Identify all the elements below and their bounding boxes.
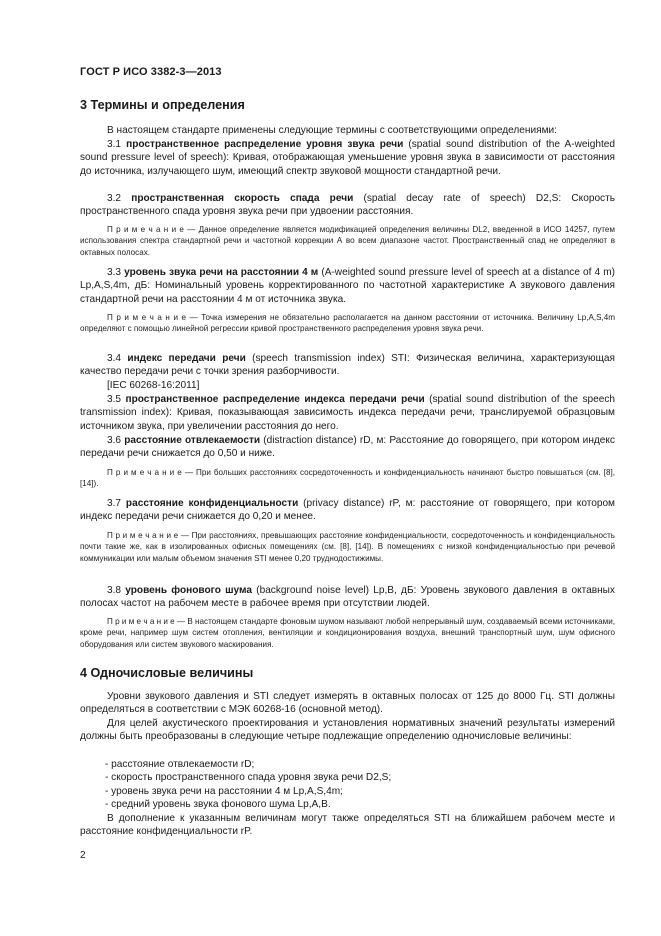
term-3-5 bbox=[80, 393, 615, 433]
section-4-paragraph-1: Уровни звукового давления и STI следует измерять в октавных полосах от 125 до 8000 Гц. STI должны определяться в соответствии с МЭК 60268-16 (основной метод). bbox=[80, 691, 615, 716]
note-3-6 bbox=[80, 467, 615, 490]
section-4-title: 4 Одночисловые величины bbox=[80, 666, 254, 680]
note-label: П р и м е ч а н и е — bbox=[107, 225, 196, 234]
term-3-3 bbox=[80, 266, 615, 306]
section-4-paragraph-2: Для целей акустического проектирования и установления нормативных значений результаты измерений должны быть преобразованы в следующие четыре подлежащие определению одночисловые величины: bbox=[80, 718, 615, 743]
term-3-8 bbox=[80, 584, 615, 611]
note-text: При расстояниях, превышающих расстояние конфиденциальности, сосредоточенность и конфиденциальность почти такие же, как в изолированных офисных помещениях (см. [8], [14]). В помещениях с низкой конфиденциальностью при речевой коммуникации или малым объемом значения STI менее 0,20 труднодостижимы. bbox=[80, 531, 616, 563]
note-label: П р и м е ч а н и е — bbox=[107, 468, 193, 477]
term-name: пространственная скорость спада речи bbox=[131, 193, 354, 204]
term-definition: (privacy distance) rP, м: расстояние от говорящего, при котором индекс передачи речи снижается до 0,20 и менее. bbox=[80, 498, 615, 523]
note-text: Точка измерения не обязательно располагается на данном расстоянии от источника. Величину Lp,A,S,4m определяют с помощью линейной регрессии кривой пространственного распределения уровня звука речи. bbox=[80, 313, 616, 334]
note-label: П р и м е ч а н и е — bbox=[107, 313, 198, 322]
term-3-1 bbox=[80, 138, 615, 178]
note-3-3 bbox=[80, 312, 615, 335]
list-item: - расстояние отвлекаемости rD; bbox=[105, 759, 255, 770]
term-number: 3.1 bbox=[107, 139, 122, 150]
note-3-2 bbox=[80, 224, 615, 258]
term-number: 3.7 bbox=[107, 498, 122, 509]
term-name: пространственное распределение индекса передачи речи bbox=[125, 394, 425, 405]
term-definition: (spatial decay rate of speech) D2,S: Скорость пространственного спада уровня звука речи при удвоении расстояния. bbox=[80, 193, 615, 218]
term-number: 3.6 bbox=[107, 435, 122, 446]
term-definition: (spatial sound distribution of the A-weighted sound pressure level of speech): Кривая, отображающая уменьшение уровня звука в зависимости от расстояния до источника, излучающего шум, имеющий спектр звуковой мощности стандартной речи. bbox=[80, 139, 615, 177]
term-number: 3.4 bbox=[107, 353, 122, 364]
term-3-2 bbox=[80, 192, 615, 219]
note-3-8 bbox=[80, 616, 615, 650]
list-item: - скорость пространственного спада уровня звука речи D2,S; bbox=[105, 772, 392, 784]
term-name: индекс передачи речи bbox=[127, 353, 246, 364]
section-3-title: 3 Термины и определения bbox=[80, 98, 245, 112]
term-number: 3.5 bbox=[107, 394, 122, 405]
term-definition: (background noise level) Lp,B, дБ: Уровень звукового давления в октавных полосах частот на рабочем месте в рабочее время при отсутствии людей. bbox=[80, 585, 615, 610]
term-3-4-reference: [IEC 60268-16:2011] bbox=[107, 380, 200, 391]
term-name: уровень фонового шума bbox=[125, 585, 252, 596]
note-label: П р и м е ч а н и е — bbox=[107, 531, 189, 540]
term-3-4 bbox=[80, 352, 615, 379]
term-name: уровень звука речи на расстоянии 4 м bbox=[124, 267, 319, 278]
document-header: ГОСТ Р ИСО 3382-3—2013 bbox=[80, 66, 222, 78]
page-number: 2 bbox=[80, 850, 86, 861]
list-item: - уровень звука речи на расстоянии 4 м Lp,A,S,4m; bbox=[105, 785, 343, 797]
term-number: 3.2 bbox=[107, 193, 122, 204]
term-definition: (A-weighted sound pressure level of speech at a distance of 4 m) Lp,A,S,4m, дБ: Номинальный уровень корректированного по частотной характеристике A звукового давления стандартной речи на расстоянии 4 м от источника звука. bbox=[80, 267, 615, 305]
section-4-paragraph-3: В дополнение к указанным величинам могут также определяться STI на ближайшем рабочем месте и расстояние конфиденциальности rP. bbox=[80, 813, 615, 838]
term-name: расстояние отвлекаемости bbox=[124, 435, 261, 446]
quantities-list bbox=[105, 758, 391, 812]
term-definition: (distraction distance) rD, м: Расстояние до говорящего, при котором индекс передачи речи снижается до 0,50 и ниже. bbox=[80, 435, 615, 460]
term-definition: (speech transmission index) STI: Физическая величина, характеризующая качество передачи речи с точки зрения разборчивости. bbox=[80, 353, 615, 378]
term-number: 3.8 bbox=[107, 585, 122, 596]
term-definition: (spatial sound distribution of the speech transmission index): Кривая, показывающая зависимость индекса передачи речи, транслируемой образцовым источником звука, при увеличении расстояния до него. bbox=[80, 394, 615, 432]
term-name: расстояние конфиденциальности bbox=[125, 498, 299, 509]
section-3-intro: В настоящем стандарте применены следующие термины с соответствующими определениями: bbox=[107, 125, 557, 136]
note-text: Данное определение является модификацией определения величины DL2, введенной в ИСО 14257, путем использования спектра стандартной речи и частотной коррекции А во всем диапазоне частот. Пространственный спад не определяют в октавных полосах. bbox=[80, 225, 615, 257]
term-number: 3.3 bbox=[107, 267, 122, 278]
note-text: В настоящем стандарте фоновым шумом называют любой непрерывный шум, создаваемый всеми источниками, кроме речи, например шум систем отопления, вентиляции и кондиционирования воздуха, внешний транспортный шум, шум офисного оборудования или систем звукового маскирования. bbox=[80, 617, 615, 649]
note-text: При больших расстояниях сосредоточенность и конфиденциальность начинают быстро повышаться (см. [8], [14]). bbox=[80, 468, 615, 489]
note-label: П р и м е ч а н и е — bbox=[107, 617, 186, 626]
term-3-7 bbox=[80, 497, 615, 524]
note-3-7 bbox=[80, 530, 615, 564]
term-name: пространственное распределение уровня звука речи bbox=[126, 139, 404, 150]
term-3-6 bbox=[80, 434, 615, 461]
list-item: - средний уровень звука фонового шума Lp,A,B. bbox=[105, 799, 331, 811]
